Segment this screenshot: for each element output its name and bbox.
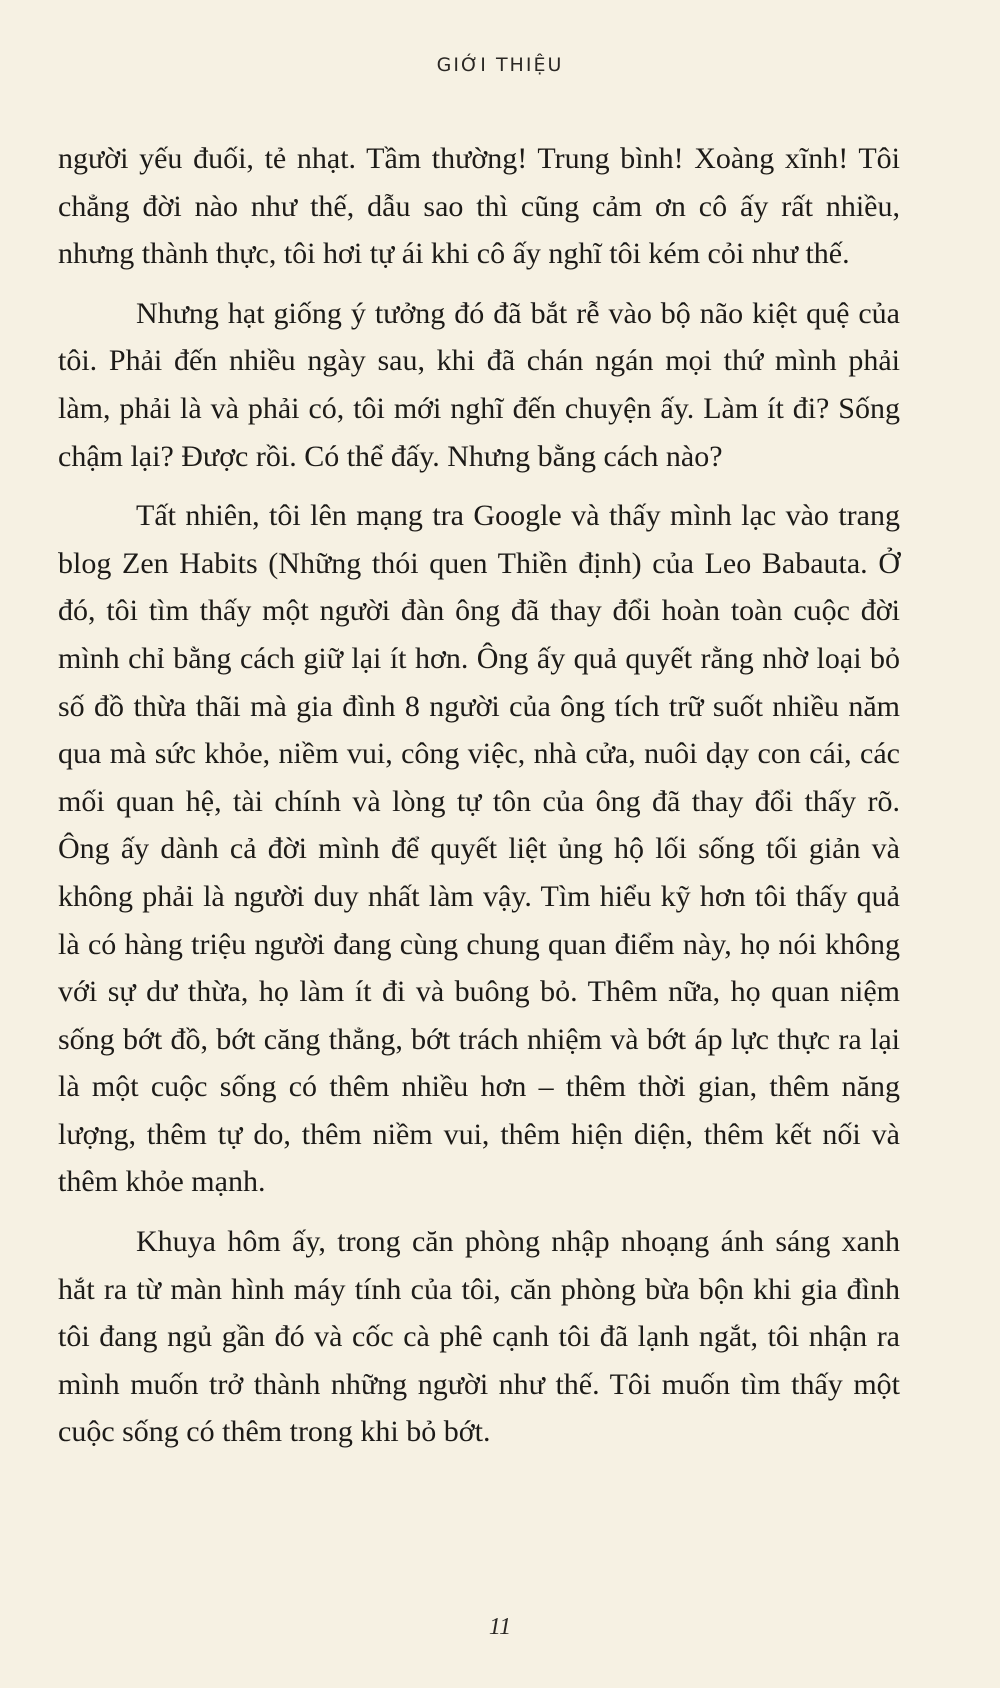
page-number: 11	[488, 1614, 512, 1640]
paragraph-2: Nhưng hạt giống ý tưởng đó đã bắt rễ vào bộ não kiệt quệ của tôi. Phải đến nhiều ngày sau, khi đã chán ngán mọi thứ mình phải làm, phải là và phải có, tôi mới nghĩ đến chuyện ấy. Làm ít đi? Sống chậm lại? Được rồi. Có thể đấy. Nhưng bằng cách nào?	[58, 296, 900, 473]
paragraph-1: người yếu đuối, tẻ nhạt. Tầm thường! Trung bình! Xoàng xĩnh! Tôi chẳng đời nào như thế, dẫu sao thì cũng cảm ơn cô ấy rất nhiều, nhưng thành thực, tôi hơi tự ái khi cô ấy nghĩ tôi kém cỏi như thế.	[58, 142, 900, 271]
body-text	[58, 135, 900, 1456]
paragraph-4: Khuya hôm ấy, trong căn phòng nhập nhoạng ánh sáng xanh hắt ra từ màn hình máy tính của tôi, căn phòng bừa bộn khi gia đình tôi đang ngủ gần đó và cốc cà phê cạnh tôi đã lạnh ngắt, tôi nhận ra mình muốn trở thành những người như thế. Tôi muốn tìm thấy một cuộc sống có thêm trong khi bỏ bớt.	[58, 1225, 900, 1449]
running-head-title: GIỚI THIỆU	[436, 54, 564, 76]
paragraph-3: Tất nhiên, tôi lên mạng tra Google và thấy mình lạc vào trang blog Zen Habits (Những thói quen Thiền định) của Leo Babauta. Ở đó, tôi tìm thấy một người đàn ông đã thay đổi hoàn toàn cuộc đời mình chỉ bằng cách giữ lại ít hơn. Ông ấy quả quyết rằng nhờ loại bỏ số đồ thừa thãi mà gia đình 8 người của ông tích trữ suốt nhiều năm qua mà sức khỏe, niềm vui, công việc, nhà cửa, nuôi dạy con cái, các mối quan hệ, tài chính và lòng tự tôn của ông đã thay đổi thấy rõ. Ông ấy dành cả đời mình để quyết liệt ủng hộ lối sống tối giản và không phải là người duy nhất làm vậy. Tìm hiểu kỹ hơn tôi thấy quả là có hàng triệu người đang cùng chung quan điểm này, họ nói không với sự dư thừa, họ làm ít đi và buông bỏ. Thêm nữa, họ quan niệm sống bớt đồ, bớt căng thẳng, bớt trách nhiệm và bớt áp lực thực ra lại là một cuộc sống có thêm nhiều hơn – thêm thời gian, thêm năng lượng, thêm tự do, thêm niềm vui, thêm hiện diện, thêm kết nối và thêm khỏe mạnh.	[58, 499, 900, 1199]
